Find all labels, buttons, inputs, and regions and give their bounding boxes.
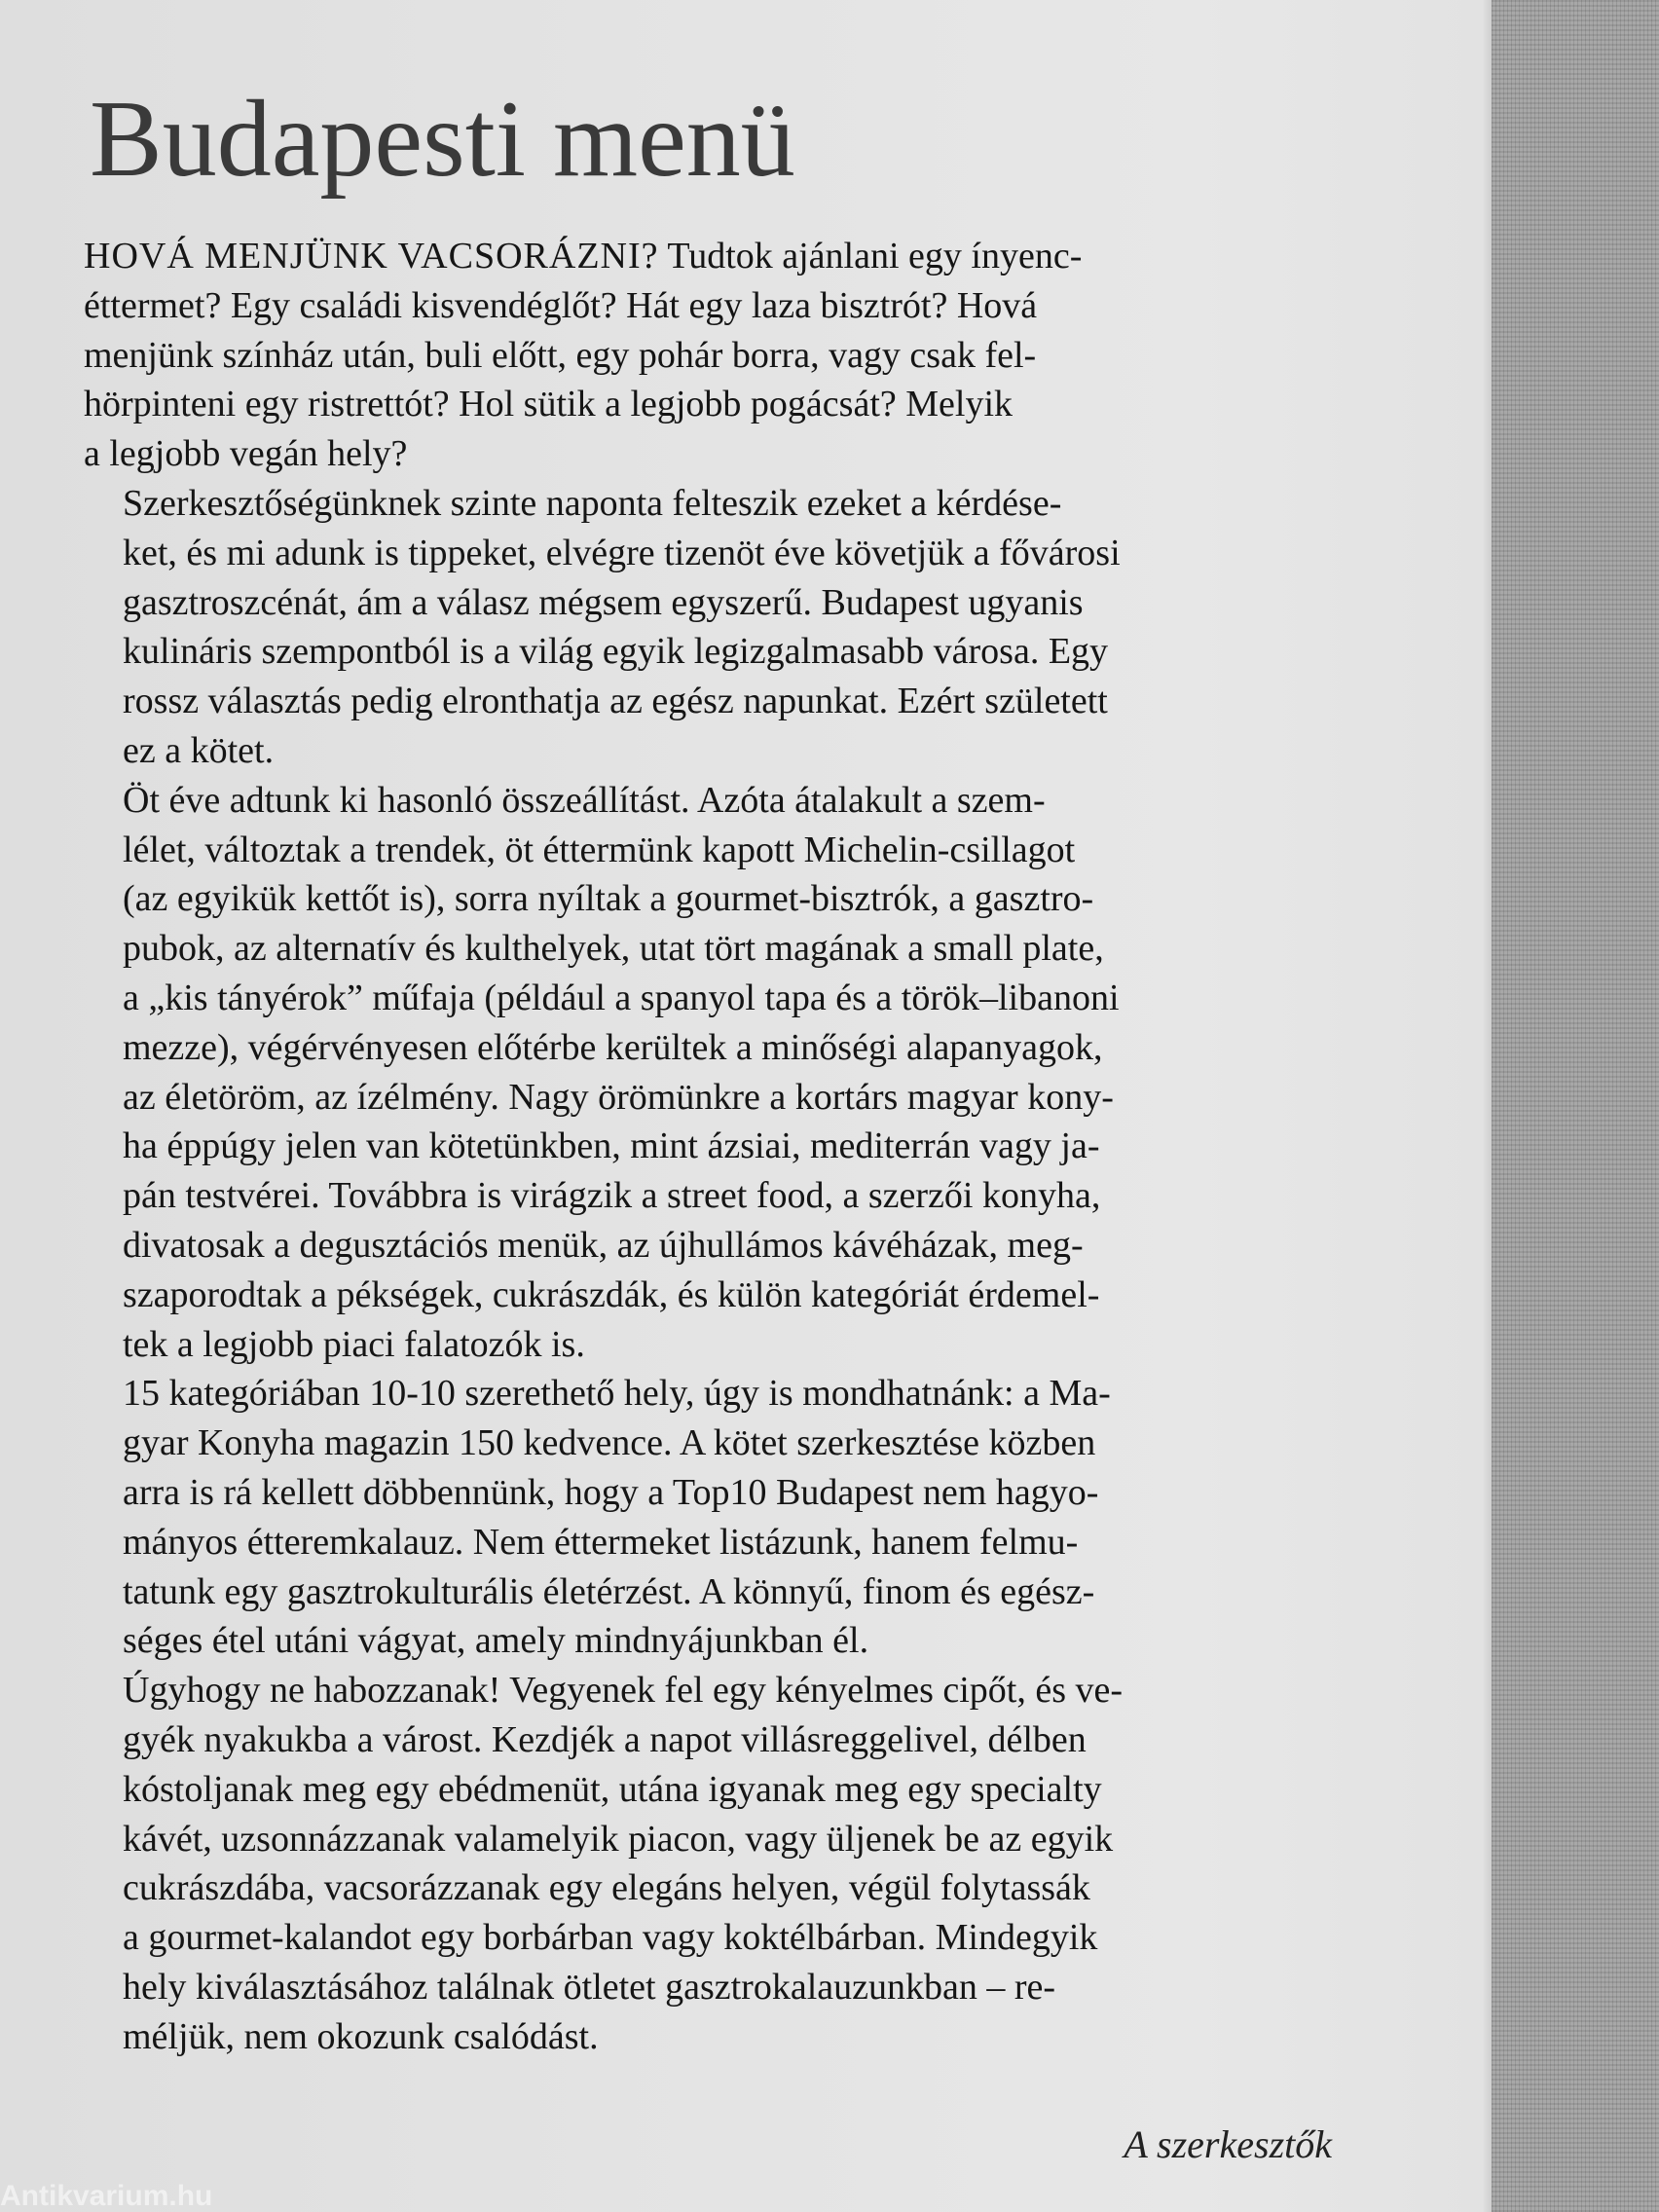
text-line: tatunk egy gasztrokulturális életérzést. A könnyű, finom és egész- bbox=[123, 1570, 1095, 1612]
text-line: 15 kategóriában 10-10 szerethető hely, úgy is mondhatnánk: a Ma- bbox=[123, 1373, 1111, 1415]
text-line: pán testvérei. Továbbra is virágzik a street food, a szerzői konyha, bbox=[123, 1175, 1101, 1217]
text-line: Úgyhogy ne habozzanak! Vegyenek fel egy kényelmes cipőt, és ve- bbox=[123, 1670, 1124, 1712]
text-line: tek a legjobb piaci falatozók is. bbox=[123, 1323, 585, 1365]
paragraph bbox=[84, 479, 1340, 776]
text-line: kávét, uzsonnázzanak valamelyik piacon, vagy üljenek be az egyik bbox=[123, 1818, 1114, 1860]
lead-in: HOVÁ MENJÜNK VACSORÁZNI? bbox=[84, 236, 659, 276]
text-line bbox=[84, 232, 1340, 281]
text-line: ha éppúgy jelen van kötetünkben, mint ázsiai, mediterrán vagy ja- bbox=[123, 1125, 1100, 1167]
text-line: arra is rá kellett döbbennünk, hogy a Top10 Budapest nem hagyo- bbox=[123, 1471, 1099, 1513]
text-line: az életöröm, az ízélmény. Nagy örömünkre a kortárs magyar kony- bbox=[123, 1076, 1114, 1118]
text-line: (az egyikük kettőt is), sorra nyíltak a gourmet-bisztrók, a gasztro- bbox=[123, 878, 1094, 920]
paragraph bbox=[84, 232, 1340, 479]
text-line: menjünk színház után, buli előtt, egy pohár borra, vagy csak fel- bbox=[84, 334, 1037, 376]
text-line: éttermet? Egy családi kisvendéglőt? Hát egy laza bisztrót? Hová bbox=[84, 284, 1038, 326]
paragraph bbox=[84, 1369, 1340, 1666]
text-line: gyék nyakukba a várost. Kezdjék a napot villásreggelivel, délben bbox=[123, 1718, 1087, 1760]
watermark: Antikvarium.hu bbox=[0, 2181, 213, 2212]
text-line: divatosak a degusztációs menük, az újhullámos kávéházak, meg- bbox=[123, 1224, 1084, 1266]
text-line: ket, és mi adunk is tippeket, elvégre tizenöt éve követjük a fővárosi bbox=[123, 532, 1121, 573]
text-line: pubok, az alternatív és kulthelyek, utat tört magának a small plate, bbox=[123, 928, 1104, 970]
text-line: hely kiválasztásához találnak ötletet gasztrokalauzunkban – re- bbox=[123, 1966, 1056, 2008]
signature: A szerkesztők bbox=[1124, 2122, 1332, 2166]
text-line: Öt éve adtunk ki hasonló összeállítást. Azóta átalakult a szem- bbox=[123, 779, 1046, 821]
text-line: kulináris szempontból is a világ egyik legizgalmasabb városa. Egy bbox=[123, 631, 1109, 673]
text-line: a gourmet-kalandot egy borbárban vagy koktélbárban. Mindegyik bbox=[123, 1917, 1098, 1959]
text-line: a „kis tányérok” műfaja (például a spanyol tapa és a török–libanoni bbox=[123, 977, 1120, 1018]
text-line: lélet, változtak a trendek, öt éttermünk kapott Michelin-csillagot bbox=[123, 829, 1076, 870]
text-line: hörpinteni egy ristrettót? Hol sütik a legjobb pogácsát? Melyik bbox=[84, 384, 1014, 425]
text-line: séges étel utáni vágyat, amely mindnyájunkban él. bbox=[123, 1620, 869, 1662]
book-page-edges bbox=[1492, 0, 1659, 2212]
text-line: a legjobb vegán hely? bbox=[84, 433, 408, 475]
text-line: gasztroszcénát, ám a válasz mégsem egyszerű. Budapest ugyanis bbox=[123, 581, 1084, 623]
text-line: méljük, nem okozunk csalódást. bbox=[123, 2015, 599, 2057]
text-line: rossz választás pedig elronthatja az egész napunkat. Ezért született bbox=[123, 681, 1108, 722]
paragraph bbox=[84, 776, 1340, 1370]
page-title: Budapesti menü bbox=[90, 79, 795, 200]
line-text: Tudtok ajánlani egy ínyenc- bbox=[658, 236, 1083, 276]
text-line: gyar Konyha magazin 150 kedvence. A kötet szerkesztése közben bbox=[123, 1422, 1096, 1464]
paragraph bbox=[84, 1666, 1340, 2061]
text-line: Szerkesztőségünknek szinte naponta felteszik ezeket a kérdése- bbox=[123, 482, 1062, 524]
text-line: cukrászdába, vacsorázzanak egy elegáns helyen, végül folytassák bbox=[123, 1867, 1090, 1909]
text-line: mezze), végérvényesen előtérbe kerültek a minőségi alapanyagok, bbox=[123, 1026, 1103, 1068]
text-line: mányos étteremkalauz. Nem éttermeket listázunk, hanem felmu- bbox=[123, 1521, 1079, 1563]
text-line: kóstoljanak meg egy ebédmenüt, utána igyanak meg egy specialty bbox=[123, 1768, 1102, 1810]
text-line: szaporodtak a pékségek, cukrászdák, és külön kategóriát érdemel- bbox=[123, 1273, 1100, 1315]
text-line: ez a kötet. bbox=[123, 729, 275, 771]
article-body bbox=[84, 232, 1340, 2061]
